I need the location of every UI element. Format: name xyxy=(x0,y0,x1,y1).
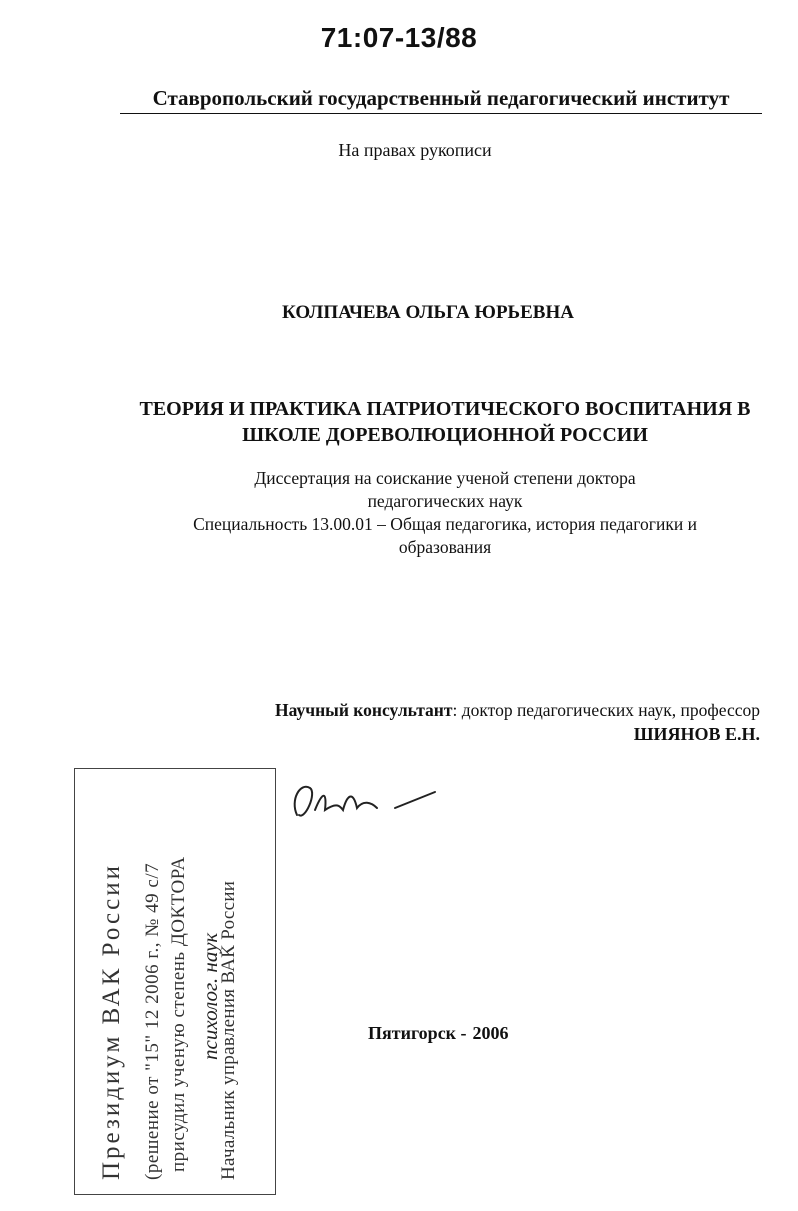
rights-note: На правах рукописи xyxy=(338,140,492,160)
consultant-label: Научный консультант xyxy=(275,700,453,720)
stamp-line-1: Президиум ВАК России xyxy=(98,863,125,1180)
consultant-name: ШИЯНОВ Е.Н. xyxy=(633,724,760,744)
city: Пятигорск - xyxy=(368,1023,467,1043)
title-line-1: ТЕОРИЯ И ПРАКТИКА ПАТРИОТИЧЕСКОГО ВОСПИТАНИЯ В xyxy=(139,398,751,420)
signature-mark xyxy=(285,770,445,840)
stamp-line-3: присудил ученую степень ДОКТОРА xyxy=(168,856,189,1172)
institute-name: Ставропольский государственный педагогический институт xyxy=(120,86,762,114)
title-line-2: ШКОЛЕ ДОРЕВОЛЮЦИОННОЙ РОССИИ xyxy=(242,424,648,446)
stamp-line-4: психолог. наук xyxy=(198,932,222,1060)
scientific-consultant xyxy=(275,698,760,746)
vak-approval-stamp xyxy=(70,760,280,1200)
specialty-line-1: Специальность 13.00.01 – Общая педагогика, история педагогики и xyxy=(193,514,697,534)
year: 2006 xyxy=(472,1023,509,1043)
author-name: КОЛПАЧЕВА ОЛЬГА ЮРЬЕВНА xyxy=(282,302,574,323)
catalog-number: 71:07-13/88 xyxy=(320,22,478,53)
consultant-description: : доктор педагогических наук, профессор xyxy=(452,700,760,720)
dissertation-title xyxy=(90,396,798,448)
degree-line-1: Диссертация на соискание ученой степени доктора xyxy=(254,468,636,488)
specialty-line-2: образования xyxy=(398,537,492,557)
city-year xyxy=(368,1023,515,1044)
stamp-line-2: (решение от "15" 12 2006 г., № 49 с/7 xyxy=(142,862,163,1180)
dissertation-description xyxy=(90,467,798,559)
stamp-line-5: Начальник управления ВАК России xyxy=(218,880,239,1180)
degree-line-2: педагогических наук xyxy=(367,491,523,511)
